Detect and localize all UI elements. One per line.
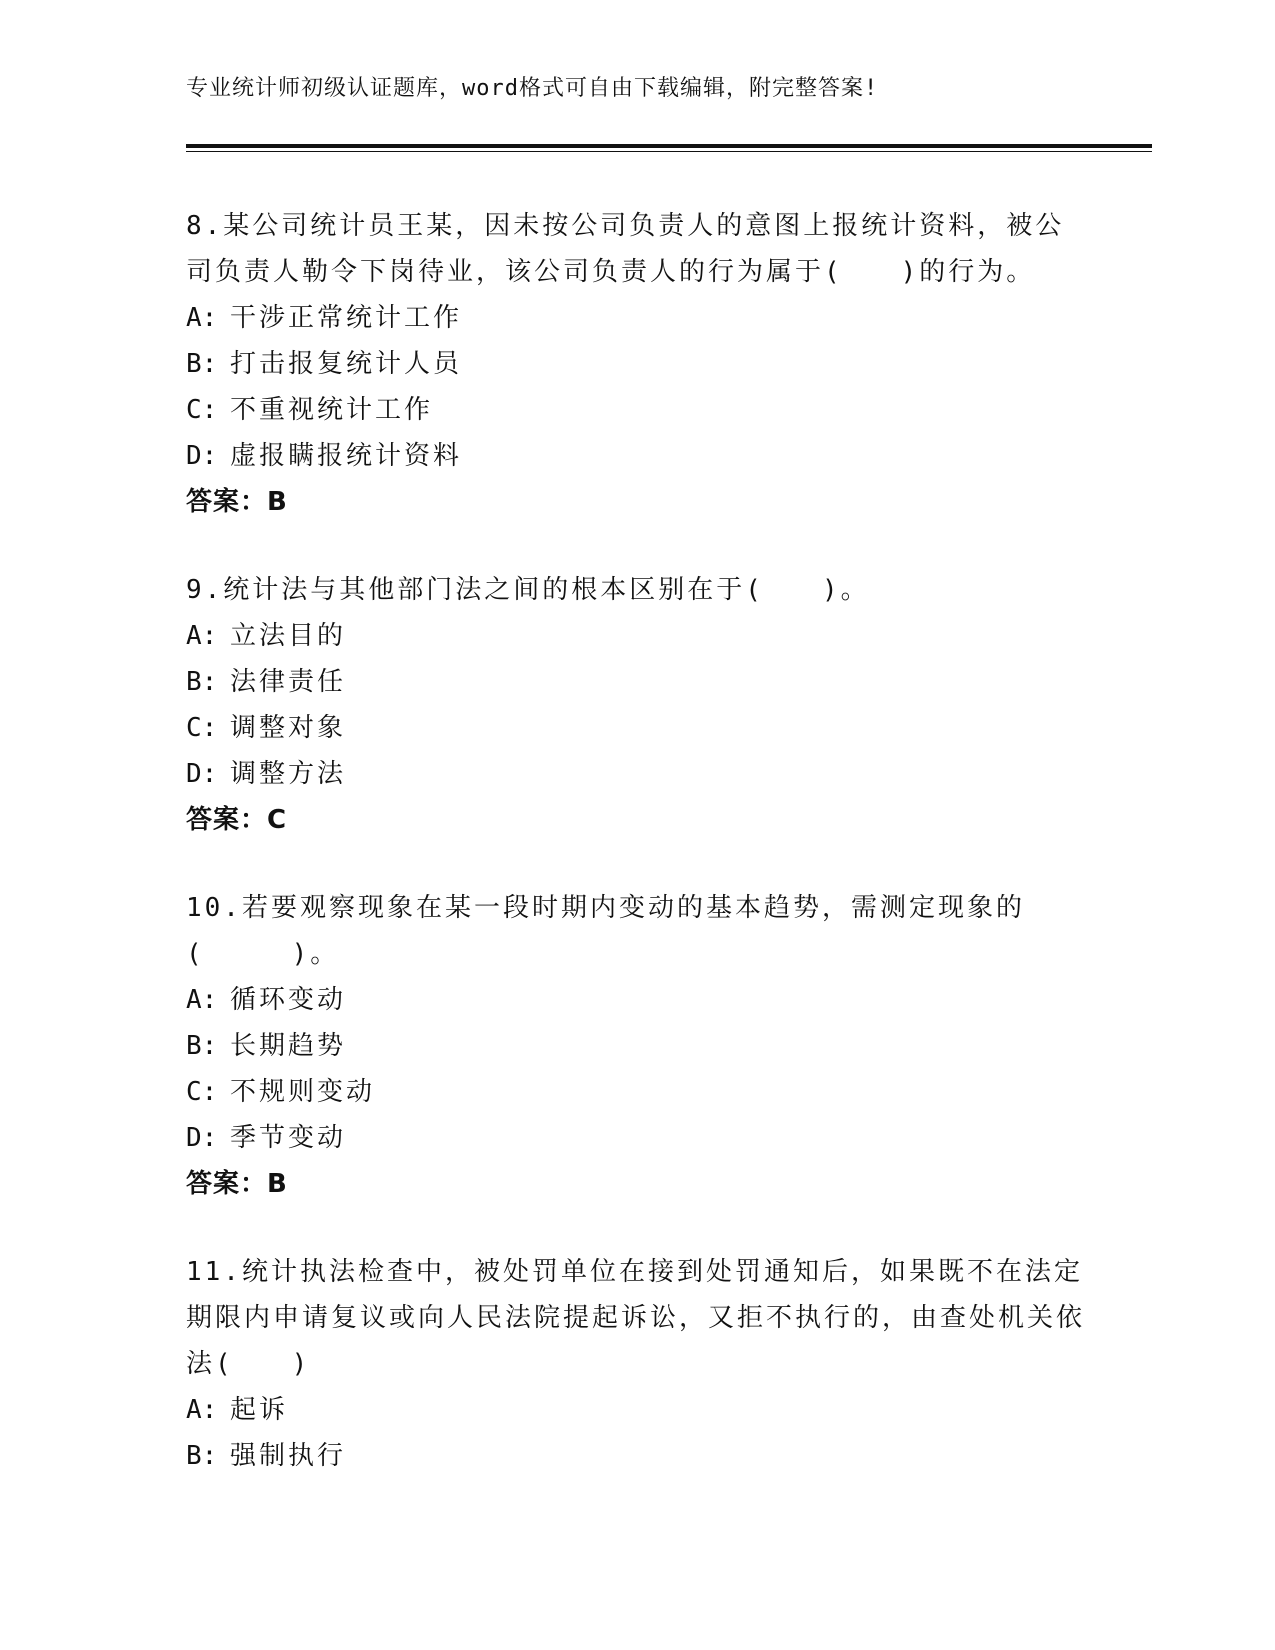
question-10	[186, 885, 1086, 1207]
question-9	[186, 567, 1086, 843]
option-letter: A:	[186, 985, 218, 1015]
option-text: 不规则变动	[230, 1077, 376, 1107]
option-letter: C:	[186, 395, 218, 425]
option-c	[186, 387, 1086, 433]
option-letter: C:	[186, 713, 218, 743]
question-11	[186, 1249, 1086, 1479]
option-letter: A:	[186, 303, 218, 333]
option-letter: A:	[186, 1395, 218, 1425]
option-text: 虚报瞒报统计资料	[230, 441, 463, 471]
option-letter: D:	[186, 1123, 218, 1153]
option-text: 长期趋势	[230, 1031, 347, 1061]
option-d	[186, 433, 1086, 479]
option-letter: D:	[186, 759, 218, 789]
option-b	[186, 1023, 1086, 1069]
question-list	[186, 203, 1086, 1521]
option-letter: C:	[186, 1077, 218, 1107]
option-text: 季节变动	[230, 1123, 347, 1153]
option-a	[186, 977, 1086, 1023]
option-c	[186, 705, 1086, 751]
header-rule-thick	[186, 144, 1152, 148]
question-8	[186, 203, 1086, 525]
option-text: 调整对象	[230, 713, 347, 743]
header-rule-thin	[186, 151, 1152, 152]
option-letter: B:	[186, 1031, 218, 1061]
option-text: 循环变动	[230, 985, 347, 1015]
answer-label: 答案：B	[186, 1169, 288, 1199]
option-text: 强制执行	[230, 1441, 347, 1471]
question-text: 10.若要观察现象在某一段时期内变动的基本趋势，需测定现象的( )。	[186, 893, 1025, 969]
option-letter: B:	[186, 667, 218, 697]
option-letter: B:	[186, 349, 218, 379]
option-letter: A:	[186, 621, 218, 651]
option-b	[186, 1433, 1086, 1479]
option-letter: B:	[186, 1441, 218, 1471]
question-text: 11.统计执法检查中，被处罚单位在接到处罚通知后，如果既不在法定期限内申请复议或向人民法院提起诉讼，又拒不执行的，由查处机关依法( )	[186, 1257, 1086, 1379]
option-letter: D:	[186, 441, 218, 471]
option-a	[186, 1387, 1086, 1433]
answer-label: 答案：C	[186, 805, 288, 835]
option-text: 打击报复统计人员	[230, 349, 463, 379]
option-text: 不重视统计工作	[230, 395, 434, 425]
option-d	[186, 751, 1086, 797]
option-text: 立法目的	[230, 621, 347, 651]
option-b	[186, 341, 1086, 387]
option-text: 法律责任	[230, 667, 347, 697]
page-header: 专业统计师初级认证题库，word格式可自由下载编辑，附完整答案!	[186, 76, 879, 101]
option-text: 起诉	[230, 1395, 289, 1425]
option-c	[186, 1069, 1086, 1115]
option-b	[186, 659, 1086, 705]
question-text: 9.统计法与其他部门法之间的根本区别在于( )。	[186, 575, 870, 605]
option-d	[186, 1115, 1086, 1161]
option-text: 调整方法	[230, 759, 347, 789]
option-text: 干涉正常统计工作	[230, 303, 463, 333]
question-text: 8.某公司统计员王某，因未按公司负责人的意图上报统计资料，被公司负责人勒令下岗待业，该公司负责人的行为属于( )的行为。	[186, 211, 1065, 287]
answer-label: 答案：B	[186, 487, 288, 517]
option-a	[186, 295, 1086, 341]
option-a	[186, 613, 1086, 659]
